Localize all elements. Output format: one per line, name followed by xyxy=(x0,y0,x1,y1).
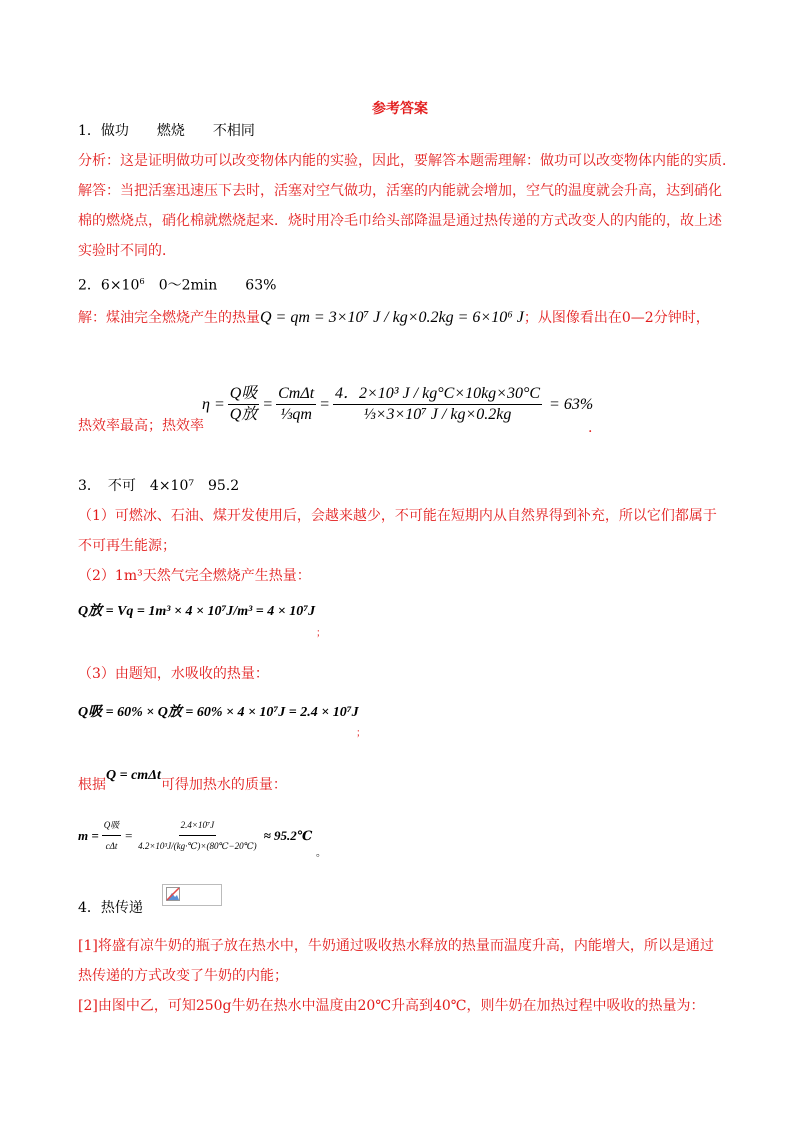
q2-eff-frac3 xyxy=(333,384,542,425)
q2-sol-suffix: ；从图像看出在0—2分钟时， xyxy=(523,310,710,326)
q3-p4-f1-den: cΔt xyxy=(105,841,118,851)
page-title: 参考答案 xyxy=(372,101,428,117)
q3-p2-formula: Q放 = Vq = 1m³ × 4 × 10⁷J/m³ = 4 × 10⁷J xyxy=(78,604,316,619)
q2-eff-f1-num: Q吸 xyxy=(228,384,260,405)
q2-sol-formula: Q = qm = 3×10⁷ J / kg×0.2kg = 6×10⁶ J xyxy=(260,309,524,326)
q4-line1: [1]将盛有凉牛奶的瓶子放在热水中，牛奶通过吸收热水释放的热量而温度升高，内能增大，所以是通过 xyxy=(78,938,714,954)
q2-solution-line xyxy=(78,306,710,330)
q3-p2-end: ； xyxy=(316,628,326,639)
broken-image-icon xyxy=(162,884,222,906)
q3-p4-f2-num: 2.4×10⁷J xyxy=(179,815,216,836)
image-placeholder-icon xyxy=(166,887,180,901)
q2-eff-f2-num: CmΔt xyxy=(276,384,316,405)
q2-eff-result: = 63% xyxy=(549,395,594,413)
q2-eff-f1-den: Q放 xyxy=(229,406,258,423)
q3-p2-label: （2）1m³天然气完全燃烧产生热量： xyxy=(78,568,311,584)
q3-p4-frac1 xyxy=(102,815,122,856)
q2-eff-end: . xyxy=(588,420,593,436)
q1-answer: 1．做功 燃烧 不相同 xyxy=(78,123,255,139)
q1-analysis: 分析：这是证明做功可以改变物体内能的实验，因此，要解答本题需理解：做功可以改变物体内能的实质． xyxy=(78,153,736,169)
q2-eff-f3-den: ⅓×3×10⁷ J / kg×0.2kg xyxy=(363,406,512,423)
q2-eff-frac2 xyxy=(276,384,316,425)
q4-line3: [2]由图中乙，可知250g牛奶在热水中温度由20℃升高到40℃，则牛奶在加热过程中吸收的热量为： xyxy=(78,998,705,1014)
q3-p1-line1: （1）可燃冰、石油、煤开发使用后，会越来越少，不可能在短期内从自然界得到补充，所以它们都属于 xyxy=(78,508,717,524)
q3-p3-formula: Q吸 = 60% × Q放 = 60% × 4 × 10⁷J = 2.4 × 10⁷J xyxy=(78,705,359,720)
q3-p4-eq: = xyxy=(124,827,134,843)
q3-p4-end: 。 xyxy=(316,848,326,859)
q2-answer-exp: 6 xyxy=(139,276,145,286)
q1-solution-line3: 实验时不同的． xyxy=(78,243,176,259)
q2-eff-lhs: η = xyxy=(202,395,225,413)
q3-p4-f1-num: Q吸 xyxy=(102,815,122,836)
q1-solution-line2: 棉的燃烧点，硝化棉就燃烧起来．烧时用冷毛巾给头部降温是通过热传递的方式改变人的内能的，故上述 xyxy=(78,213,722,229)
q2-eff-frac1 xyxy=(228,384,260,425)
q1-solution-line1: 解答：当把活塞迅速压下去时，活塞对空气做功，活塞的内能就会增加，空气的温度就会升高，达到硝化 xyxy=(78,183,722,199)
q3-p3-end: ； xyxy=(356,728,366,739)
q3-p4-f2-den: 4.2×10³J/(kg·℃)×(80℃−20℃) xyxy=(138,841,257,851)
q3-p4-frac2 xyxy=(136,815,259,856)
q3-p4-suffix: 可得加热水的质量： xyxy=(160,777,287,793)
q2-eff-prefix: 热效率最高；热效率 xyxy=(78,418,204,434)
q3-answer: 3． 不可 4×10⁷ 95.2 xyxy=(78,478,240,494)
q2-sol-prefix: 解：煤油完全燃烧产生的热量 xyxy=(78,310,260,326)
q3-p4-m: m = xyxy=(78,827,99,843)
q3-p4-formula: Q = cmΔt xyxy=(106,768,161,783)
q3-p4-prefix: 根据 xyxy=(78,777,106,793)
q3-p4-result: ≈ 95.2℃ xyxy=(263,827,313,843)
q2-answer xyxy=(78,271,276,296)
q2-eff-eq2: = xyxy=(319,395,330,413)
q4-answer: 4．热传递 xyxy=(78,900,143,916)
q3-p3-label: （3）由题知，水吸收的热量： xyxy=(78,666,269,682)
q3-p1-line2: 不可再生能源； xyxy=(78,538,176,554)
q3-p4-mass-formula xyxy=(78,815,312,856)
q2-eff-eq1: = xyxy=(262,395,274,413)
q2-eff-formula xyxy=(202,384,593,425)
q2-answer-prefix: 2．6×10 xyxy=(78,277,140,294)
q3-p4-line xyxy=(78,768,287,796)
q2-answer-rest: 0～2min 63% xyxy=(144,277,277,294)
q2-eff-f2-den: ⅓qm xyxy=(280,406,312,423)
q2-eff-f3-num: 4．2×10³ J / kg°C×10kg×30°C xyxy=(333,384,542,405)
q4-line2: 热传递的方式改变了牛奶的内能； xyxy=(78,968,288,984)
